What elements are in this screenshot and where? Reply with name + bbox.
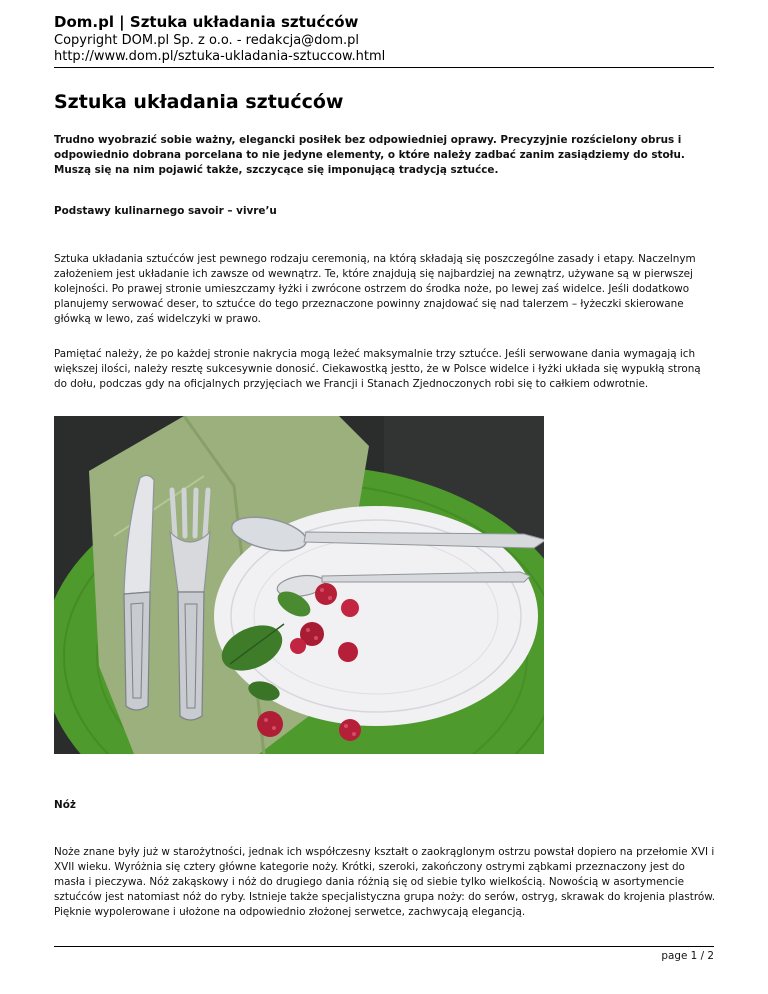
header-divider: [54, 67, 714, 68]
paragraph-cutlery-rules: Sztuka układania sztućców jest pewnego rodzaju ceremonią, na którą składają się poszczególne zasady i etapy. Naczelnym założeniem jest układanie ich zawsze od wewnątrz. Te, które znajdują się najbardziej na zewnątrz, używane są w pierwszej kolejności. Po prawej stronie umieszczamy łyżki i zwrócone ostrzem do środka noże, po lewej zaś widelce. Jeśli dodatkowo planujemy serwować deser, to sztućce do tego przeznaczone powinny znajdować się nad talerzem – łyżeczki skierowane główką w lewo, zaś widelczyki w prawo.: [54, 253, 696, 325]
section-heading-savoir-vivre: Podstawy kulinarnego savoir – vivre’u: [54, 205, 277, 217]
copyright-line: Copyright DOM.pl Sp. z o.o. - redakcja@dom.pl: [54, 33, 360, 48]
table-setting-photo: [54, 416, 544, 754]
document-header-title: Dom.pl | Sztuka układania sztućców: [54, 13, 359, 31]
article-intro: Trudno wyobrazić sobie ważny, elegancki posiłek bez odpowiedniej oprawy. Precyzyjnie rozścielony obrus i odpowiednio dobrana porcelana to nie jedyne elementy, o które należy zadbać zanim zasiądziemy do stołu. Muszą się na nim pojawić także, szczycące się imponującą tradycją sztućce.: [54, 134, 685, 176]
section-heading-knife: Nóż: [54, 799, 76, 811]
source-url: http://www.dom.pl/sztuka-ukladania-sztuccow.html: [54, 49, 386, 64]
article-title: Sztuka układania sztućców: [54, 91, 344, 113]
footer-divider: [54, 946, 714, 947]
page-number: page 1 / 2: [661, 950, 714, 962]
paragraph-cutlery-count: Pamiętać należy, że po każdej stronie nakrycia mogą leżeć maksymalnie trzy sztućce. Jeśli serwowane dania wymagają ich większej ilości, należy resztę sukcesywnie donosić. Ciekawostką jestto, że w Polsce widelce i łyżki układa się wypukłą stroną do dołu, podczas gdy na oficjalnych przyjęciach we Francji i Stanach Zjednoczonych robi się to całkiem odwrotnie.: [54, 348, 701, 390]
paragraph-knife: Noże znane były już w starożytności, jednak ich współczesny kształt o zaokrąglonym ostrzu powstał dopiero na przełomie XVI i XVII wieku. Wyróżnia się cztery główne kategorie noży. Krótki, szeroki, zakończony ostrymi ząbkami przeznaczony jest do masła i pieczywa. Nóż zakąskowy i nóż do drugiego dania różnią się od siebie tylko wielkością. Nowością w asortymencie sztućców jest natomiast nóż do ryby. Istnieje także specjalistyczna grupa noży: do serów, ostryg, skrawak do krojenia plastrów. Pięknie wypolerowane i ułożone na odpowiednio złożonej serwetce, zachwycają elegancją.: [54, 846, 716, 918]
